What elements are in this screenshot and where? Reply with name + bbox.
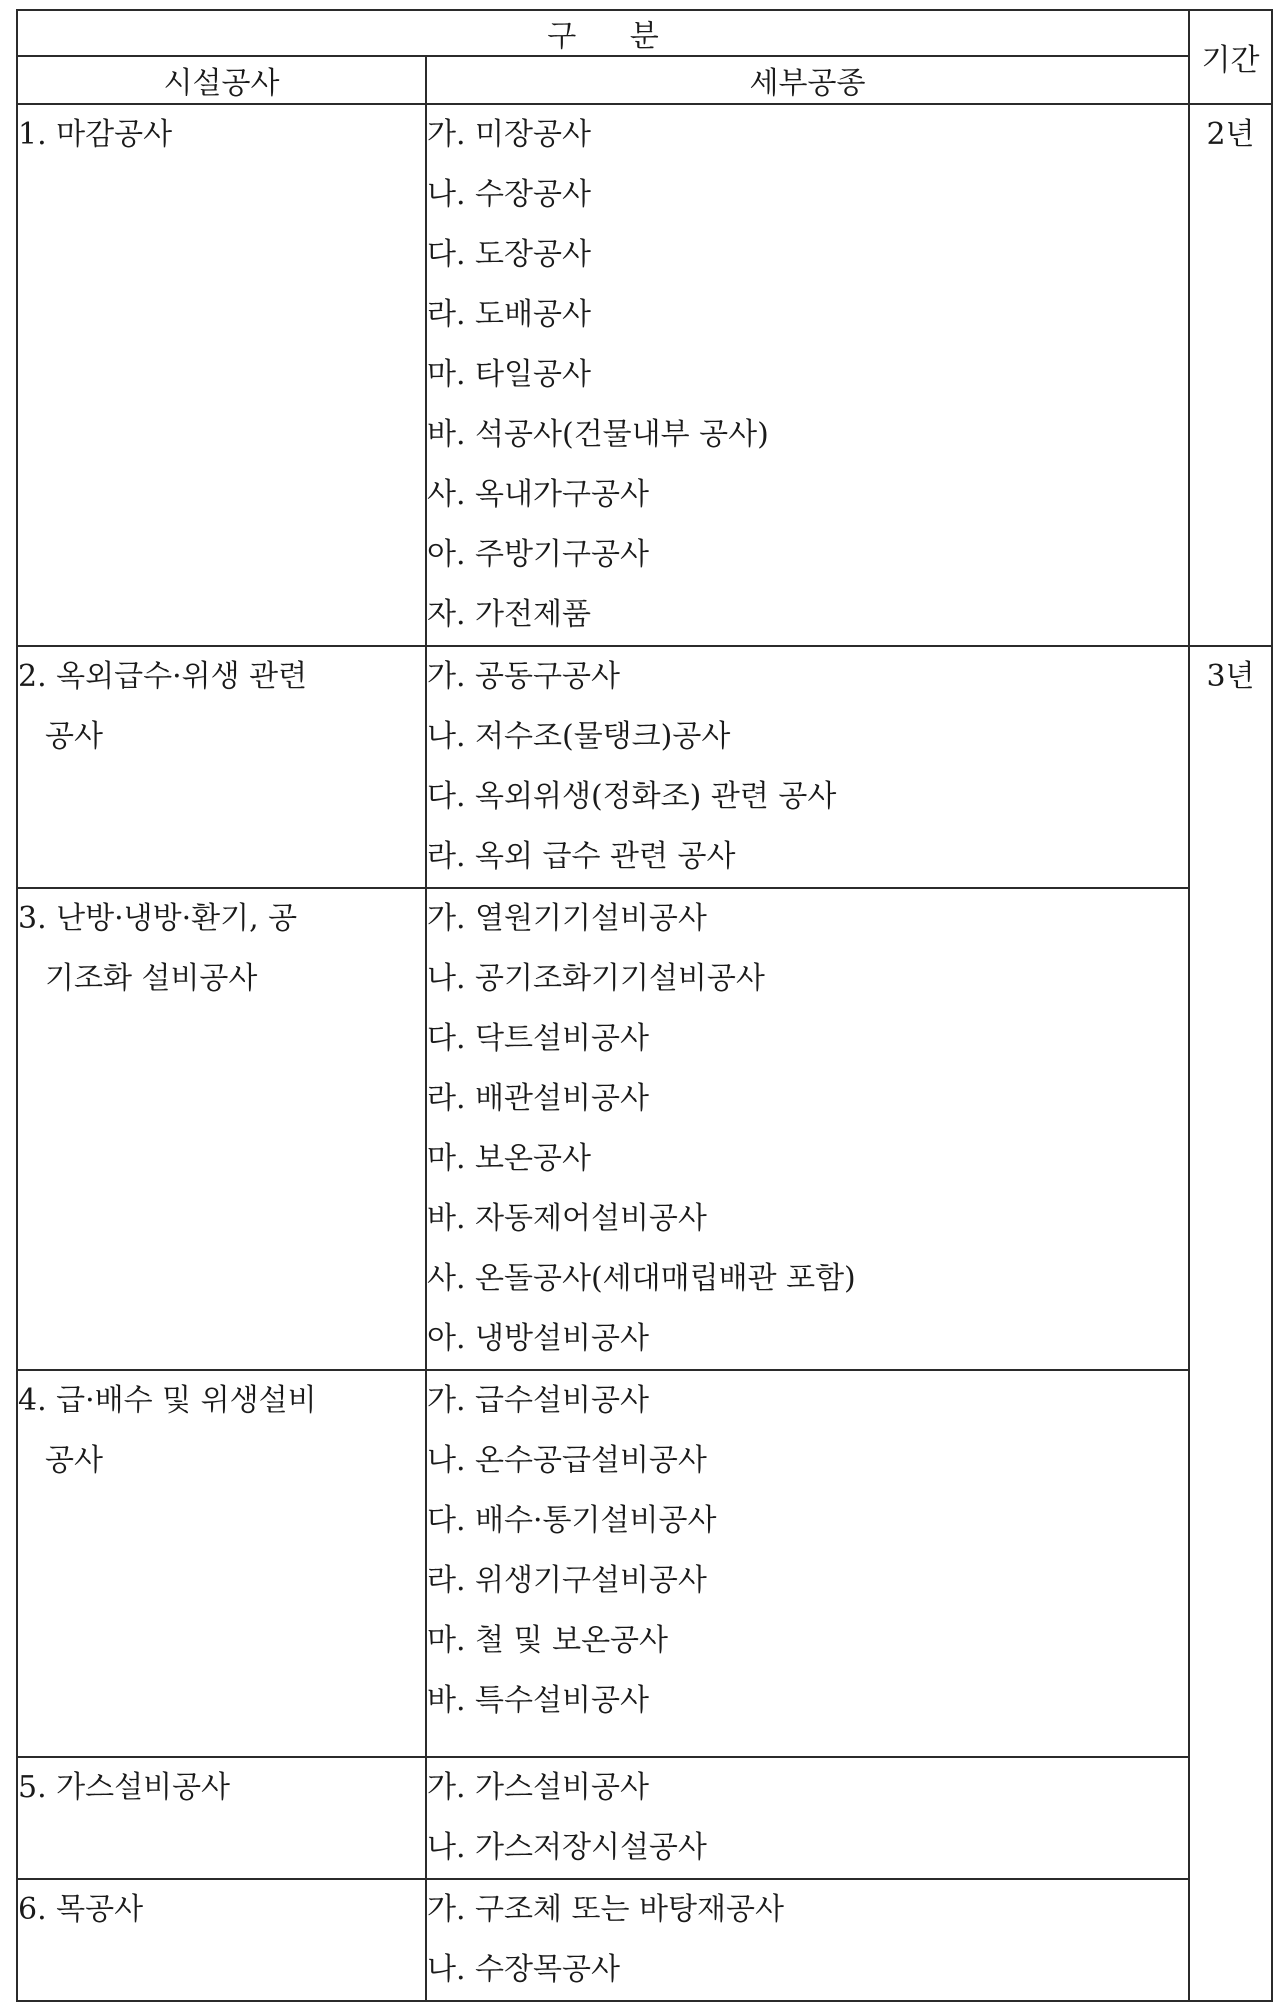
list-item: 사. 온돌공사(세대매립배관 포함): [427, 1261, 856, 1296]
category-label: 4. 급·배수 및 위생설비: [18, 1383, 317, 1418]
list-item: 아. 주방기구공사: [427, 537, 649, 572]
list-item: 마. 보온공사: [427, 1141, 591, 1176]
period-cell: [1189, 646, 1272, 2001]
list-item: 나. 수장목공사: [427, 1952, 620, 1987]
table-row: [17, 646, 1272, 888]
category-label-continued: 공사: [45, 719, 103, 754]
detail-cell: [426, 1370, 1189, 1757]
list-item: 바. 자동제어설비공사: [427, 1201, 707, 1236]
period-value: 3년: [1206, 659, 1255, 694]
category-label-part: 2. 옥외급수·위생 관련: [18, 659, 308, 694]
list-item: 바. 석공사(건물내부 공사): [427, 417, 769, 452]
header-group-label: 구 분: [547, 19, 681, 54]
category-label-continued: 공사: [45, 1443, 103, 1478]
list-item: 사. 옥내가구공사: [427, 477, 649, 512]
period-value: 2년: [1206, 117, 1255, 152]
list-item: 가. 급수설비공사: [427, 1383, 649, 1418]
list-item: 라. 도배공사: [427, 297, 591, 332]
list-item: 가. 미장공사: [427, 117, 591, 152]
category-label: [18, 647, 425, 707]
table-row: [17, 1370, 1272, 1757]
header-detail-label: 세부공종: [749, 66, 866, 101]
list-item: 다. 배수·통기설비공사: [427, 1503, 717, 1538]
header-period-cell: [1189, 10, 1272, 104]
category-label: 6. 목공사: [18, 1892, 144, 1927]
category-label: 3. 난방·냉방·환기, 공: [18, 901, 298, 936]
list-item: 가. 공동구공사: [427, 659, 620, 694]
list-item: 나. 저수조(물탱크)공사: [427, 719, 731, 754]
category-cell: [17, 1370, 426, 1757]
detail-cell: [426, 888, 1189, 1370]
detail-cell: [426, 1879, 1189, 2001]
header-row-2: [17, 56, 1272, 104]
list-item: 마. 철 및 보온공사: [427, 1623, 669, 1658]
list-item: 다. 옥외위생(정화조) 관련 공사: [427, 779, 837, 814]
list-item: 나. 공기조화기기설비공사: [427, 961, 765, 996]
list-item: 다. 도장공사: [427, 237, 591, 272]
category-cell: [17, 104, 426, 646]
list-item: 자. 가전제품: [427, 597, 591, 632]
table-row: [17, 104, 1272, 646]
table-row: [17, 1879, 1272, 2001]
category-label: 1. 마감공사: [18, 117, 173, 152]
list-item: 바. 특수설비공사: [427, 1683, 649, 1718]
category-label-continued: 기조화 설비공사: [45, 961, 258, 996]
header-row-1: [17, 10, 1272, 56]
category-cell: [17, 888, 426, 1370]
list-item: 가. 구조체 또는 바탕재공사: [427, 1892, 784, 1927]
category-label: 5. 가스설비공사: [18, 1770, 231, 1805]
list-item: 가. 열원기기설비공사: [427, 901, 707, 936]
list-item: 라. 배관설비공사: [427, 1081, 649, 1116]
detail-cell: [426, 104, 1189, 646]
list-item: 아. 냉방설비공사: [427, 1321, 649, 1356]
list-item: 라. 위생기구설비공사: [427, 1563, 707, 1598]
detail-cell: [426, 1757, 1189, 1879]
header-group-cell: [17, 10, 1189, 56]
header-detail-cell: [426, 56, 1189, 104]
category-cell: [17, 1757, 426, 1879]
list-item: 다. 닥트설비공사: [427, 1021, 649, 1056]
category-cell: [17, 1879, 426, 2001]
list-item: 가. 가스설비공사: [427, 1770, 649, 1805]
period-cell: [1189, 104, 1272, 646]
header-facility-cell: [17, 56, 426, 104]
table-row: [17, 888, 1272, 1370]
list-item: 나. 온수공급설비공사: [427, 1443, 707, 1478]
category-cell: [17, 646, 426, 888]
list-item: 나. 수장공사: [427, 177, 591, 212]
header-facility-label: 시설공사: [163, 66, 280, 101]
list-item: 라. 옥외 급수 관련 공사: [427, 839, 736, 874]
header-period-label: 기간: [1201, 43, 1260, 78]
list-item: 나. 가스저장시설공사: [427, 1830, 707, 1865]
detail-cell: [426, 646, 1189, 888]
construction-warranty-table: [16, 9, 1273, 2002]
table-row: [17, 1757, 1272, 1879]
list-item: 마. 타일공사: [427, 357, 591, 392]
